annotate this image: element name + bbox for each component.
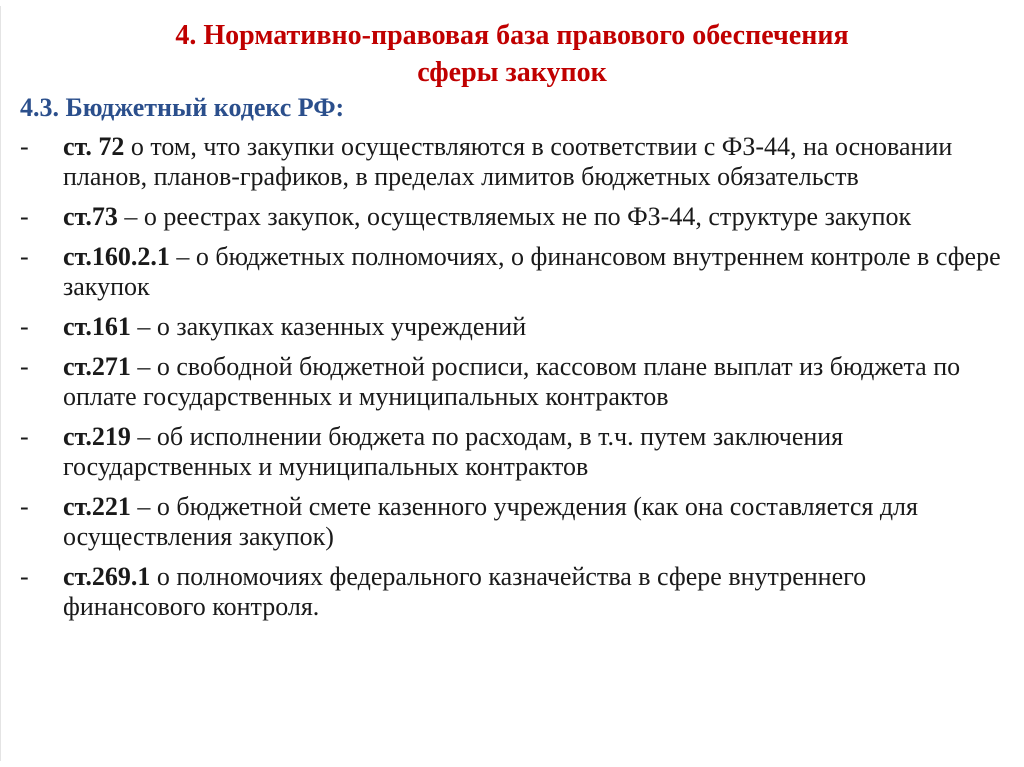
article-ref: ст.221 [63,492,131,521]
article-ref: ст.73 [63,202,118,231]
article-text: о том, что закупки осуществляются в соответствии с ФЗ-44, на основании планов, планов-графиков, в пределах лимитов бюджетных обязательств [63,132,953,191]
list-item [20,242,1010,302]
bullet-dash: - [20,352,29,381]
slide-title-line-1: 4. Нормативно-правовая база правового обеспечения [175,20,849,51]
article-text: – о закупках казенных учреждений [130,312,527,341]
bullet-dash: - [20,242,29,271]
list-item [20,492,1010,552]
list-item [20,562,1010,622]
slide-title [40,17,984,91]
article-ref: ст.219 [63,422,131,451]
list-item [20,422,1010,482]
article-text: – о свободной бюджетной росписи, кассовом плане выплат из бюджета по оплате государственных и муниципальных контрактов [63,352,961,411]
article-text: – о бюджетной смете казенного учреждения (как она составляется для осуществления закупок) [63,492,918,551]
article-ref: ст.271 [63,352,131,381]
bullet-dash: - [20,422,29,451]
article-text: о полномочиях федерального казначейства в сфере внутреннего финансового контроля. [63,562,867,621]
bullet-dash: - [20,492,29,521]
article-ref: ст. 72 [63,132,125,161]
article-text: – об исполнении бюджета по расходам, в т.ч. путем заключения государственных и муниципальных контрактов [63,422,844,481]
section-subtitle: 4.3. Бюджетный кодекс РФ: [20,93,345,122]
list-item [20,202,1010,232]
bullet-dash: - [20,132,29,161]
article-list [20,132,1010,632]
article-ref: ст.160.2.1 [63,242,170,271]
slide-edge-line [0,6,1,761]
list-item [20,132,1010,192]
list-item [20,352,1010,412]
list-item [20,312,1010,342]
bullet-dash: - [20,312,29,341]
bullet-dash: - [20,562,29,591]
slide-title-line-2: сферы закупок [417,57,607,88]
article-text: – о реестрах закупок, осуществляемых не по ФЗ-44, структуре закупок [117,202,912,231]
article-ref: ст.269.1 [63,562,151,591]
article-ref: ст.161 [63,312,131,341]
bullet-dash: - [20,202,29,231]
article-text: – о бюджетных полномочиях, о финансовом внутреннем контроле в сфере закупок [63,242,1001,301]
